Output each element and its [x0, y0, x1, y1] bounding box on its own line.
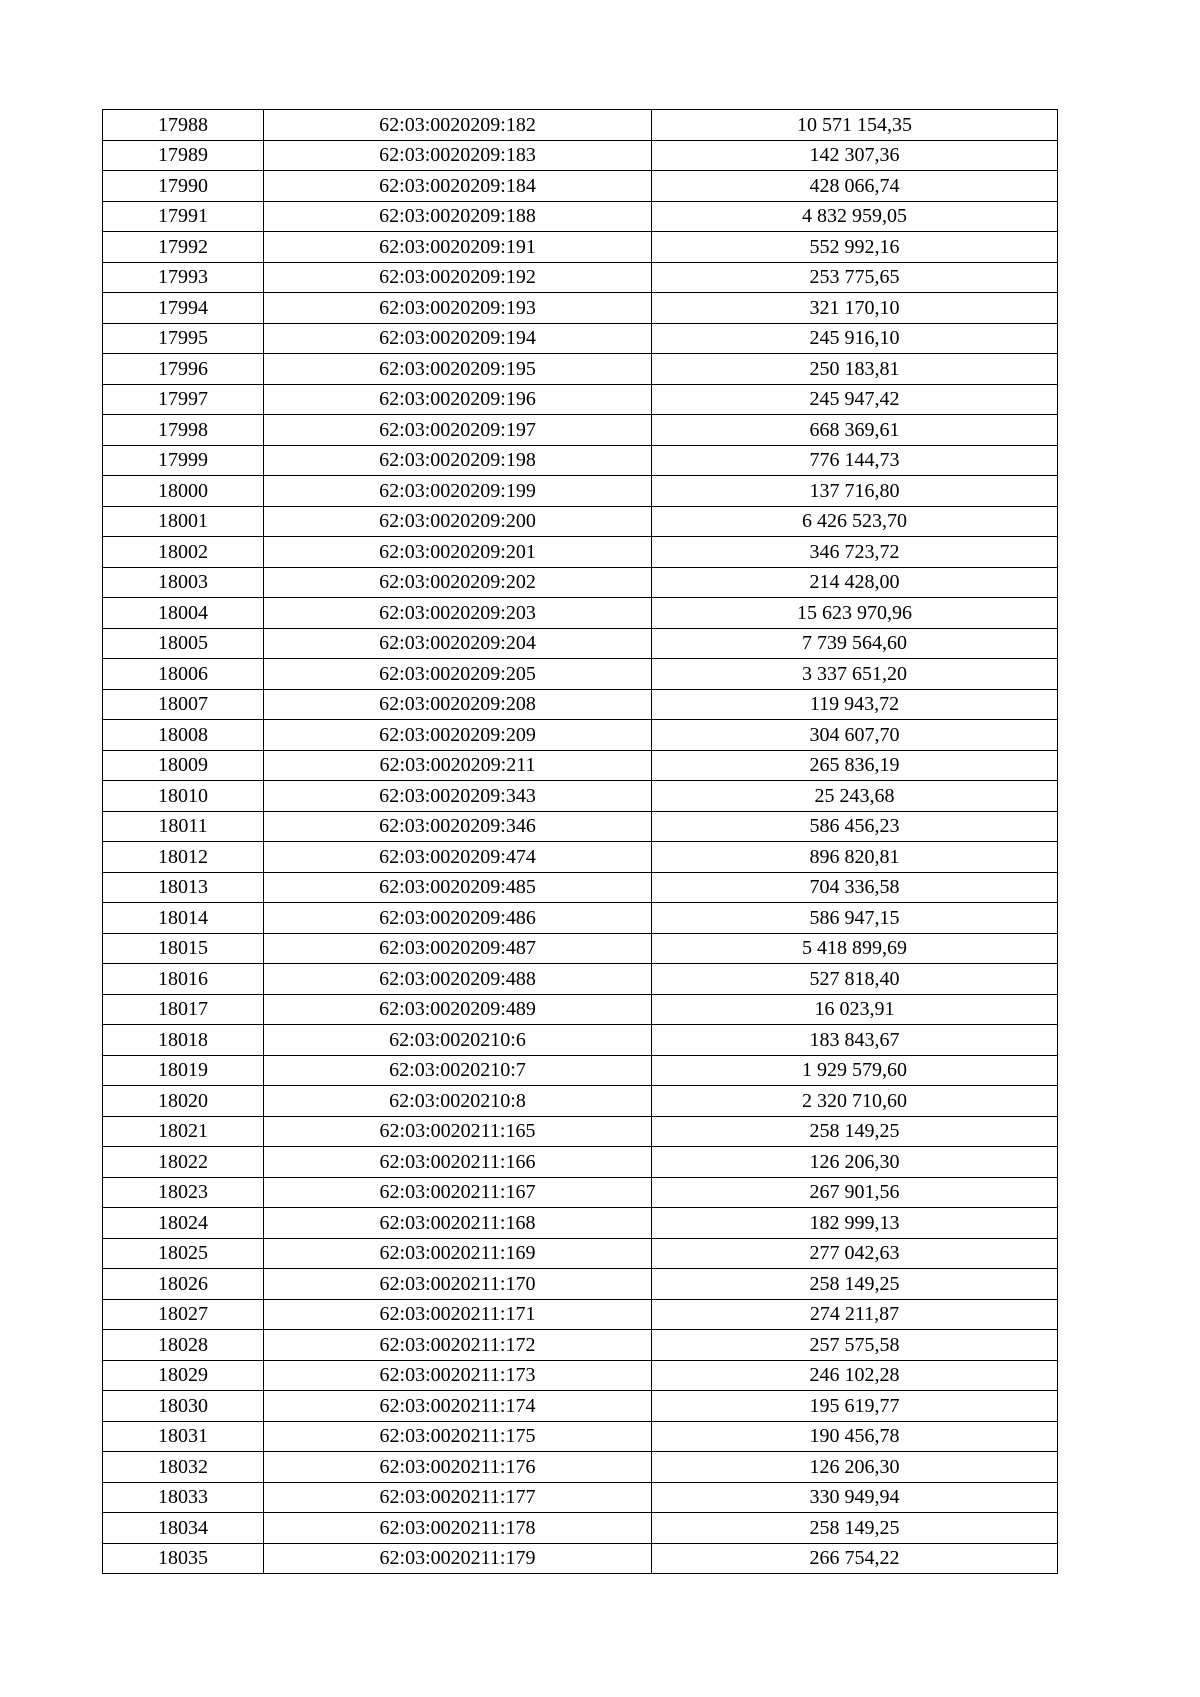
cadastral-number-cell: 62:03:0020209:196: [264, 384, 652, 415]
cadastral-value-cell: 16 023,91: [652, 994, 1058, 1025]
cadastral-number-cell: 62:03:0020209:198: [264, 445, 652, 476]
table-row: [103, 232, 1058, 263]
table-row: [103, 1116, 1058, 1147]
row-number-cell: 18005: [103, 628, 264, 659]
cadastral-value-cell: 142 307,36: [652, 140, 1058, 171]
cadastral-number-cell: 62:03:0020209:346: [264, 811, 652, 842]
row-number-cell: 18000: [103, 476, 264, 507]
row-number-cell: 18033: [103, 1482, 264, 1513]
table-row: [103, 1482, 1058, 1513]
table-row: [103, 1513, 1058, 1544]
cadastral-number-cell: 62:03:0020209:474: [264, 842, 652, 873]
cadastral-number-cell: 62:03:0020209:204: [264, 628, 652, 659]
cadastral-number-cell: 62:03:0020211:165: [264, 1116, 652, 1147]
cadastral-value-cell: 258 149,25: [652, 1513, 1058, 1544]
table-row: [103, 140, 1058, 171]
cadastral-value-cell: 304 607,70: [652, 720, 1058, 751]
table-body: [103, 110, 1058, 1574]
cadastral-number-cell: 62:03:0020211:171: [264, 1299, 652, 1330]
cadastral-value-cell: 126 206,30: [652, 1147, 1058, 1178]
cadastral-number-cell: 62:03:0020209:191: [264, 232, 652, 263]
table-row: [103, 1452, 1058, 1483]
cadastral-number-cell: 62:03:0020209:485: [264, 872, 652, 903]
cadastral-value-cell: 258 149,25: [652, 1116, 1058, 1147]
cadastral-number-cell: 62:03:0020209:488: [264, 964, 652, 995]
cadastral-value-cell: 195 619,77: [652, 1391, 1058, 1422]
row-number-cell: 18018: [103, 1025, 264, 1056]
cadastral-value-cell: 586 456,23: [652, 811, 1058, 842]
row-number-cell: 17989: [103, 140, 264, 171]
row-number-cell: 17990: [103, 171, 264, 202]
row-number-cell: 17993: [103, 262, 264, 293]
table-row: [103, 720, 1058, 751]
row-number-cell: 18031: [103, 1421, 264, 1452]
cadastral-value-cell: 182 999,13: [652, 1208, 1058, 1239]
cadastral-value-cell: 274 211,87: [652, 1299, 1058, 1330]
cadastral-value-cell: 190 456,78: [652, 1421, 1058, 1452]
cadastral-number-cell: 62:03:0020209:486: [264, 903, 652, 934]
row-number-cell: 18002: [103, 537, 264, 568]
table-row: [103, 1543, 1058, 1574]
cadastral-number-cell: 62:03:0020209:208: [264, 689, 652, 720]
row-number-cell: 17991: [103, 201, 264, 232]
cadastral-value-cell: 10 571 154,35: [652, 110, 1058, 141]
table-row: [103, 781, 1058, 812]
cadastral-value-cell: 552 992,16: [652, 232, 1058, 263]
row-number-cell: 18003: [103, 567, 264, 598]
row-number-cell: 18023: [103, 1177, 264, 1208]
cadastral-number-cell: 62:03:0020211:170: [264, 1269, 652, 1300]
table-row: [103, 750, 1058, 781]
cadastral-value-cell: 330 949,94: [652, 1482, 1058, 1513]
row-number-cell: 18015: [103, 933, 264, 964]
table-row: [103, 110, 1058, 141]
row-number-cell: 18022: [103, 1147, 264, 1178]
cadastral-number-cell: 62:03:0020209:194: [264, 323, 652, 354]
row-number-cell: 18020: [103, 1086, 264, 1117]
table-row: [103, 598, 1058, 629]
table-row: [103, 1360, 1058, 1391]
table-row: [103, 1238, 1058, 1269]
table-row: [103, 842, 1058, 873]
cadastral-value-cell: 25 243,68: [652, 781, 1058, 812]
cadastral-number-cell: 62:03:0020211:172: [264, 1330, 652, 1361]
cadastral-number-cell: 62:03:0020209:343: [264, 781, 652, 812]
cadastral-number-cell: 62:03:0020209:193: [264, 293, 652, 324]
table-row: [103, 872, 1058, 903]
cadastral-value-cell: 668 369,61: [652, 415, 1058, 446]
row-number-cell: 18029: [103, 1360, 264, 1391]
cadastral-number-cell: 62:03:0020211:178: [264, 1513, 652, 1544]
cadastral-value-cell: 6 426 523,70: [652, 506, 1058, 537]
row-number-cell: 18034: [103, 1513, 264, 1544]
row-number-cell: 18035: [103, 1543, 264, 1574]
table-row: [103, 1391, 1058, 1422]
cadastral-value-cell: 527 818,40: [652, 964, 1058, 995]
cadastral-value-cell: 267 901,56: [652, 1177, 1058, 1208]
table-row: [103, 1055, 1058, 1086]
row-number-cell: 18027: [103, 1299, 264, 1330]
table-row: [103, 354, 1058, 385]
cadastral-number-cell: 62:03:0020211:179: [264, 1543, 652, 1574]
table-row: [103, 262, 1058, 293]
cadastral-value-cell: 3 337 651,20: [652, 659, 1058, 690]
cadastral-number-cell: 62:03:0020211:177: [264, 1482, 652, 1513]
table-row: [103, 1177, 1058, 1208]
cadastral-value-cell: 253 775,65: [652, 262, 1058, 293]
table-row: [103, 1147, 1058, 1178]
row-number-cell: 18024: [103, 1208, 264, 1239]
row-number-cell: 18030: [103, 1391, 264, 1422]
cadastral-value-cell: 704 336,58: [652, 872, 1058, 903]
cadastral-number-cell: 62:03:0020211:167: [264, 1177, 652, 1208]
cadastral-number-cell: 62:03:0020209:192: [264, 262, 652, 293]
row-number-cell: 18009: [103, 750, 264, 781]
row-number-cell: 18011: [103, 811, 264, 842]
cadastral-value-cell: 321 170,10: [652, 293, 1058, 324]
row-number-cell: 17998: [103, 415, 264, 446]
table-row: [103, 933, 1058, 964]
table-row: [103, 994, 1058, 1025]
table-row: [103, 659, 1058, 690]
cadastral-number-cell: 62:03:0020211:166: [264, 1147, 652, 1178]
cadastral-number-cell: 62:03:0020209:489: [264, 994, 652, 1025]
table-row: [103, 415, 1058, 446]
table-row: [103, 903, 1058, 934]
row-number-cell: 18008: [103, 720, 264, 751]
table-row: [103, 1330, 1058, 1361]
cadastral-number-cell: 62:03:0020209:203: [264, 598, 652, 629]
table-row: [103, 628, 1058, 659]
cadastral-number-cell: 62:03:0020209:197: [264, 415, 652, 446]
cadastral-number-cell: 62:03:0020209:209: [264, 720, 652, 751]
cadastral-number-cell: 62:03:0020209:195: [264, 354, 652, 385]
cadastral-value-cell: 119 943,72: [652, 689, 1058, 720]
cadastral-number-cell: 62:03:0020209:183: [264, 140, 652, 171]
cadastral-value-cell: 265 836,19: [652, 750, 1058, 781]
row-number-cell: 17992: [103, 232, 264, 263]
cadastral-value-cell: 776 144,73: [652, 445, 1058, 476]
cadastral-value-cell: 896 820,81: [652, 842, 1058, 873]
cadastral-value-cell: 586 947,15: [652, 903, 1058, 934]
cadastral-number-cell: 62:03:0020209:199: [264, 476, 652, 507]
cadastral-number-cell: 62:03:0020210:6: [264, 1025, 652, 1056]
cadastral-value-cell: 7 739 564,60: [652, 628, 1058, 659]
row-number-cell: 18016: [103, 964, 264, 995]
cadastral-value-cell: 245 947,42: [652, 384, 1058, 415]
cadastral-number-cell: 62:03:0020209:182: [264, 110, 652, 141]
cadastral-number-cell: 62:03:0020210:7: [264, 1055, 652, 1086]
cadastral-number-cell: 62:03:0020209:184: [264, 171, 652, 202]
row-number-cell: 18004: [103, 598, 264, 629]
table-row: [103, 964, 1058, 995]
cadastral-value-table: [102, 109, 1058, 1574]
table-row: [103, 506, 1058, 537]
table-row: [103, 293, 1058, 324]
table-row: [103, 171, 1058, 202]
cadastral-number-cell: 62:03:0020209:487: [264, 933, 652, 964]
cadastral-number-cell: 62:03:0020209:202: [264, 567, 652, 598]
row-number-cell: 18001: [103, 506, 264, 537]
cadastral-number-cell: 62:03:0020211:169: [264, 1238, 652, 1269]
row-number-cell: 18010: [103, 781, 264, 812]
row-number-cell: 18026: [103, 1269, 264, 1300]
cadastral-value-cell: 1 929 579,60: [652, 1055, 1058, 1086]
cadastral-value-cell: 245 916,10: [652, 323, 1058, 354]
table-row: [103, 1025, 1058, 1056]
cadastral-value-cell: 5 418 899,69: [652, 933, 1058, 964]
table-row: [103, 323, 1058, 354]
cadastral-value-cell: 2 320 710,60: [652, 1086, 1058, 1117]
row-number-cell: 18006: [103, 659, 264, 690]
row-number-cell: 18007: [103, 689, 264, 720]
cadastral-value-cell: 246 102,28: [652, 1360, 1058, 1391]
table-row: [103, 1208, 1058, 1239]
row-number-cell: 17999: [103, 445, 264, 476]
table-row: [103, 384, 1058, 415]
cadastral-number-cell: 62:03:0020211:173: [264, 1360, 652, 1391]
cadastral-value-cell: 183 843,67: [652, 1025, 1058, 1056]
row-number-cell: 18013: [103, 872, 264, 903]
table-row: [103, 689, 1058, 720]
cadastral-value-cell: 266 754,22: [652, 1543, 1058, 1574]
cadastral-value-cell: 4 832 959,05: [652, 201, 1058, 232]
table-row: [103, 1269, 1058, 1300]
row-number-cell: 18021: [103, 1116, 264, 1147]
row-number-cell: 18025: [103, 1238, 264, 1269]
cadastral-value-cell: 250 183,81: [652, 354, 1058, 385]
cadastral-value-cell: 257 575,58: [652, 1330, 1058, 1361]
cadastral-number-cell: 62:03:0020211:168: [264, 1208, 652, 1239]
cadastral-number-cell: 62:03:0020211:175: [264, 1421, 652, 1452]
row-number-cell: 18012: [103, 842, 264, 873]
table-row: [103, 1421, 1058, 1452]
table-row: [103, 1086, 1058, 1117]
table-row: [103, 201, 1058, 232]
row-number-cell: 17988: [103, 110, 264, 141]
table-row: [103, 537, 1058, 568]
cadastral-value-cell: 277 042,63: [652, 1238, 1058, 1269]
table-row: [103, 567, 1058, 598]
table-row: [103, 445, 1058, 476]
table-row: [103, 811, 1058, 842]
cadastral-value-cell: 214 428,00: [652, 567, 1058, 598]
cadastral-value-cell: 15 623 970,96: [652, 598, 1058, 629]
cadastral-value-cell: 126 206,30: [652, 1452, 1058, 1483]
row-number-cell: 18014: [103, 903, 264, 934]
row-number-cell: 17997: [103, 384, 264, 415]
cadastral-value-cell: 258 149,25: [652, 1269, 1058, 1300]
cadastral-number-cell: 62:03:0020211:176: [264, 1452, 652, 1483]
row-number-cell: 17996: [103, 354, 264, 385]
cadastral-number-cell: 62:03:0020209:205: [264, 659, 652, 690]
row-number-cell: 18017: [103, 994, 264, 1025]
cadastral-value-cell: 346 723,72: [652, 537, 1058, 568]
table-row: [103, 1299, 1058, 1330]
row-number-cell: 18019: [103, 1055, 264, 1086]
cadastral-value-cell: 137 716,80: [652, 476, 1058, 507]
row-number-cell: 17995: [103, 323, 264, 354]
cadastral-number-cell: 62:03:0020209:211: [264, 750, 652, 781]
cadastral-number-cell: 62:03:0020209:188: [264, 201, 652, 232]
cadastral-number-cell: 62:03:0020210:8: [264, 1086, 652, 1117]
cadastral-number-cell: 62:03:0020209:200: [264, 506, 652, 537]
cadastral-number-cell: 62:03:0020211:174: [264, 1391, 652, 1422]
cadastral-number-cell: 62:03:0020209:201: [264, 537, 652, 568]
cadastral-value-cell: 428 066,74: [652, 171, 1058, 202]
table-row: [103, 476, 1058, 507]
row-number-cell: 17994: [103, 293, 264, 324]
row-number-cell: 18032: [103, 1452, 264, 1483]
row-number-cell: 18028: [103, 1330, 264, 1361]
